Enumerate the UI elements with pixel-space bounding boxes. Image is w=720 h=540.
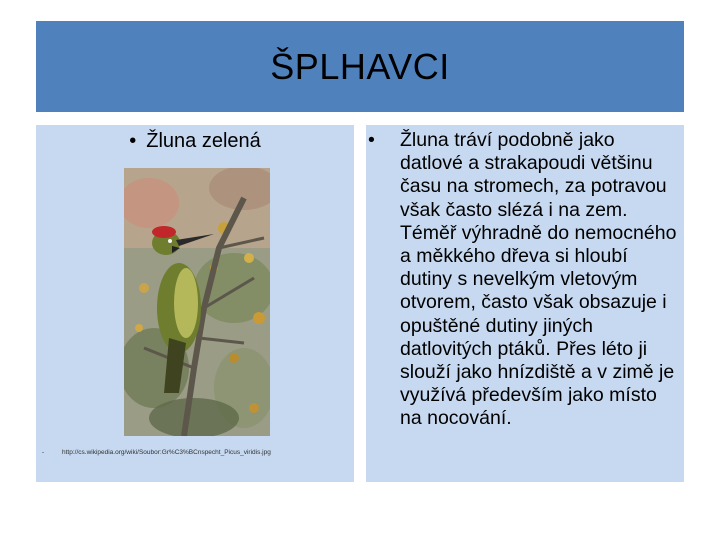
slide-title-bar	[36, 21, 684, 112]
right-content-panel	[366, 125, 684, 482]
description-text: Žluna tráví podobně jako datlové a strakapoudi většinu času na stromech, za potravou však často slézá i na zem. Téměř výhradně do nemocného a měkkého dřeva si hloubí dutiny s nevelkým vletovým otvorem, často však obsazuje i opuštěné dutiny jiných datlovitých ptáků. Přes léto ji slouží jako hnízdiště a v zimě je využívá především jako místo na nocování.	[400, 129, 677, 430]
source-link[interactable]: http://cs.wikipedia.org/wiki/Soubor:Gr%C3%BCnspecht_Picus_viridis.jpg	[62, 449, 271, 456]
image-source	[42, 449, 271, 456]
left-heading	[36, 130, 354, 153]
source-bullet: -	[42, 449, 45, 456]
bullet-icon: •	[368, 129, 375, 151]
bullet-icon: •	[129, 130, 137, 152]
slide-title: ŠPLHAVCI	[270, 45, 450, 87]
green-woodpecker-photo	[124, 168, 270, 436]
bird-name: Žluna zelená	[146, 130, 261, 152]
left-content-panel	[36, 125, 354, 482]
